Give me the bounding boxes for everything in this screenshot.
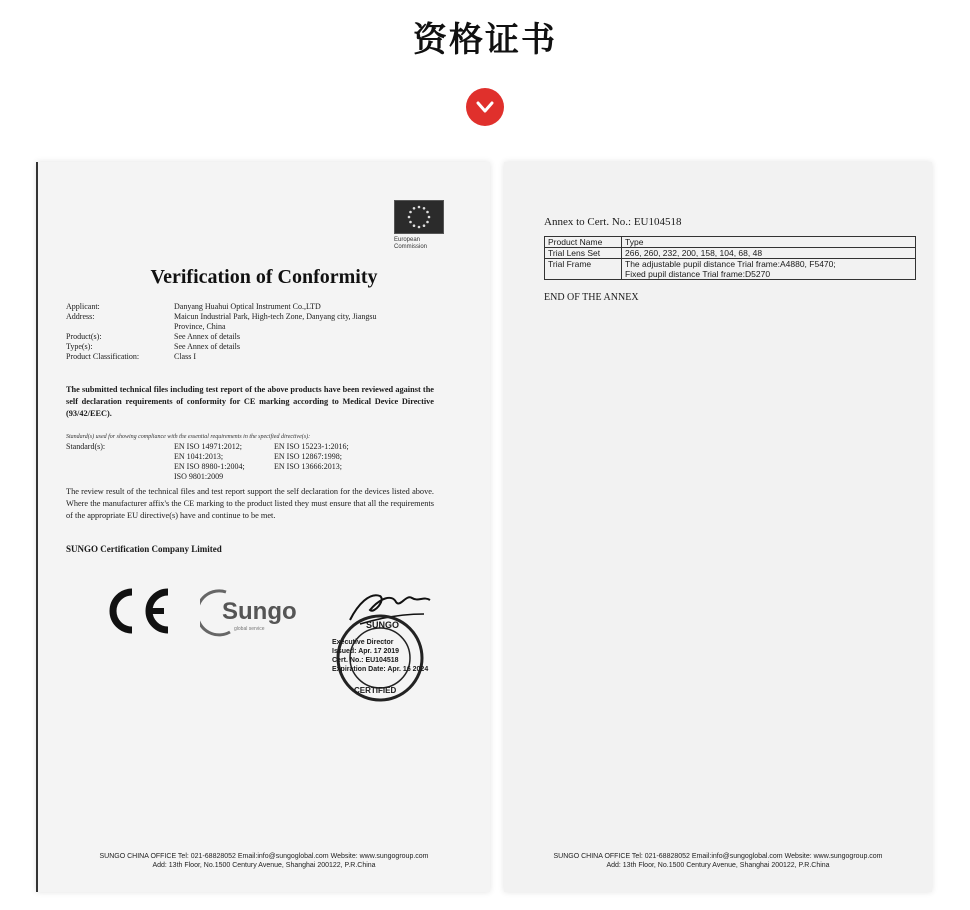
standards-note: Standard(s) used for showing compliance with the essential requirements in the specified directive(s): bbox=[66, 434, 311, 440]
certification-stamp: SUNGO CERTIFIED Executive Director Issued: Apr. 17 2019 Cert. No.: EU104518 Expiration Date: Apr. 16 2024 bbox=[330, 610, 442, 706]
annex-footer: SUNGO CHINA OFFICE Tel: 021-68828052 Email:info@sungoglobal.com Website: www.sungogroup.com Add: 13th Floor, No.1500 Century Avenue, Shanghai 200122, P.R.China bbox=[553, 853, 883, 869]
chevron-down-icon bbox=[475, 100, 495, 114]
statement-text: The submitted technical files including test report of the above products have been reviewed against the self declaration requirements of conformity for CE marking according to Medical Device Directive (93/42/EEC). bbox=[66, 385, 434, 418]
annex-end: END OF THE ANNEX bbox=[544, 292, 639, 303]
info-row: Product Classification: Class I bbox=[66, 352, 196, 361]
annex-table bbox=[544, 236, 916, 280]
certificate-document bbox=[36, 162, 490, 892]
table-row: Trial Frame The adjustable pupil distance Trial frame:A4880, F5470; bbox=[545, 259, 916, 270]
table-row: Trial Lens Set 266, 260, 232, 200, 158, 104, 68, 48 bbox=[545, 248, 916, 259]
company-name: SUNGO Certification Company Limited bbox=[66, 544, 222, 554]
ce-mark-icon bbox=[104, 586, 174, 636]
eu-flag-icon bbox=[394, 200, 444, 234]
certificate-footer: SUNGO CHINA OFFICE Tel: 021-68828052 Email:info@sungoglobal.com Website: www.sungogroup.com Add: 13th Floor, No.1500 Century Avenue, Shanghai 200122, P.R.China bbox=[99, 853, 429, 869]
info-row: Address: Maicun Industrial Park, High-tech Zone, Danyang city, Jiangsu bbox=[66, 312, 377, 321]
certificate-title: Verification of Conformity bbox=[150, 266, 378, 288]
page-title: 资格证书 bbox=[413, 20, 557, 60]
table-row: Fixed pupil distance Trial frame:D5270 bbox=[545, 269, 916, 280]
standards-list: Standard(s): EN ISO 14971:2012; EN ISO 15223-1:2016; EN 1041:2013; EN ISO 12867:1998; EN ISO 8980-1:2004; EN ISO 13666:2013; ISO 9801:2009 bbox=[66, 442, 349, 481]
info-row: Type(s): See Annex of details bbox=[66, 342, 240, 351]
eu-caption: European Commission bbox=[394, 237, 428, 250]
review-text: The review result of the technical files and test report support the self declaration for the devices listed above. Where the manufacturer affix's the CE marking to the product listed they must ensure that all the requirements of the appropriate EU directive(s) have and continue to be met. bbox=[66, 487, 434, 520]
chevron-badge bbox=[466, 88, 504, 126]
info-row: Applicant: Danyang Huahui Optical Instrument Co.,LTD bbox=[66, 302, 321, 311]
info-row: Province, China bbox=[174, 322, 226, 331]
sungo-logo: Sungo global service bbox=[200, 586, 320, 638]
annex-header: Annex to Cert. No.: EU104518 bbox=[544, 216, 682, 228]
table-row: Product Name Type bbox=[545, 237, 916, 248]
applicant-info bbox=[66, 302, 414, 362]
annex-document bbox=[504, 162, 932, 892]
info-row: Product(s): See Annex of details bbox=[66, 332, 240, 341]
